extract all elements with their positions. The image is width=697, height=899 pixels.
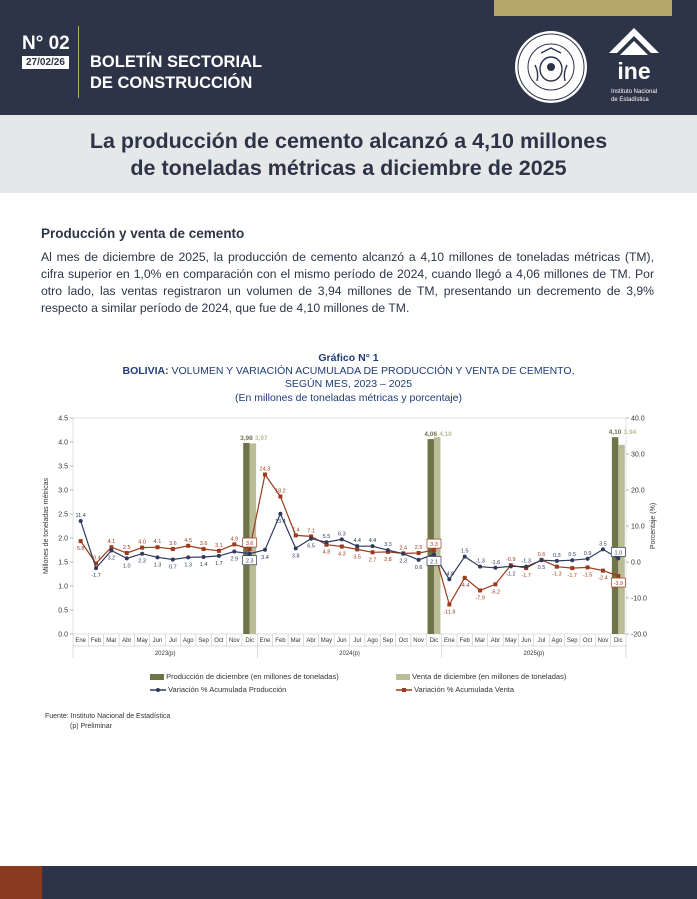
header-divider — [78, 26, 79, 98]
sales-variation-label: 3.6 — [245, 541, 254, 548]
sales-variation-point — [570, 566, 574, 570]
sales-variation-point — [232, 542, 236, 546]
left-axis-tick-label: 3.5 — [58, 463, 68, 471]
left-axis-tick-label: 4.0 — [58, 439, 68, 447]
production-variation-label: 1.0 — [614, 550, 623, 557]
sales-variation-point — [493, 582, 497, 586]
month-label: Oct — [398, 638, 408, 644]
bar-sales-label: 3,94 — [623, 429, 637, 437]
month-label: Abr — [306, 638, 316, 644]
production-variation-point — [155, 555, 159, 559]
production-variation-label: 1.7 — [215, 560, 223, 567]
headline-line2: de toneladas métricas a diciembre de 2025 — [130, 156, 567, 180]
sales-variation-label: -1.3 — [552, 571, 562, 578]
month-label: Jul — [169, 638, 177, 644]
sales-variation-label: -1.7 — [567, 573, 577, 580]
month-label: May — [505, 638, 517, 644]
legend-line-sales-swatch — [396, 687, 412, 693]
production-variation-point — [171, 557, 175, 561]
chart-source — [45, 712, 170, 732]
production-variation-point — [601, 547, 605, 551]
sales-variation-point — [94, 561, 98, 565]
legend-bar-sales-swatch — [396, 674, 410, 680]
year-label: 2024(p) — [339, 651, 360, 657]
left-axis-tick-label: 1.5 — [58, 559, 68, 567]
right-axis-tick-label: -20.0 — [631, 631, 647, 639]
right-axis-tick-label: 10.0 — [631, 523, 645, 531]
sales-variation-label: 2.5 — [122, 545, 131, 551]
chart-number: Gráfico N° 1 — [318, 352, 379, 364]
production-variation-point — [586, 557, 590, 561]
production-variation-point — [278, 512, 282, 516]
production-variation-point — [386, 548, 390, 552]
production-variation-point — [493, 566, 497, 570]
left-axis-tick-label: 2.5 — [58, 511, 68, 519]
ine-logo — [608, 27, 660, 107]
production-variation-label: 6.3 — [337, 531, 346, 538]
month-label: Mar — [290, 638, 301, 644]
month-label: Ene — [75, 638, 87, 644]
production-variation-point — [478, 565, 482, 569]
headline-line1: La producción de cemento alcanzó a 4,10 millones — [89, 129, 608, 153]
month-label: Mar — [474, 638, 486, 644]
month-label: Nov — [228, 638, 240, 644]
production-variation-label: 0.3 — [553, 552, 561, 559]
sales-variation-point — [616, 574, 620, 578]
month-label: Dic — [613, 638, 623, 644]
sales-variation-label: 3.6 — [169, 541, 177, 548]
production-variation-point — [463, 555, 467, 559]
production-variation-label: 2.9 — [230, 556, 239, 563]
month-label: May — [136, 638, 148, 644]
sales-variation-label: 4.3 — [337, 551, 346, 558]
chart-title-line3: SEGÚN MES, 2023 – 2025 — [284, 378, 413, 390]
sales-variation-label: -2.4 — [598, 575, 608, 582]
right-axis-tick-label: -10.0 — [631, 595, 647, 603]
month-label: Ene — [444, 638, 455, 644]
bar-production-december — [428, 439, 434, 634]
production-variation-label: 1.5 — [460, 548, 469, 555]
production-variation-label: 1.4 — [199, 561, 208, 568]
ine-logo-text: ine — [617, 58, 651, 84]
production-variation-label: 1.3 — [153, 562, 162, 569]
month-label: Feb — [275, 638, 286, 644]
month-label: Ago — [367, 638, 378, 644]
sales-variation-point — [155, 545, 159, 549]
production-variation-label: 0.9 — [583, 550, 592, 557]
bar-sales-december — [618, 445, 624, 634]
production-variation-label: 1.0 — [122, 563, 131, 570]
sales-variation-label: -1.5 — [582, 572, 593, 579]
presidency-seal-icon — [513, 29, 589, 105]
production-variation-label: 0.7 — [169, 564, 177, 571]
sales-variation-point — [447, 602, 451, 606]
sales-variation-label: 4.9 — [230, 536, 239, 543]
right-axis-tick-label: 40.0 — [631, 415, 645, 423]
production-variation-label: -1.2 — [506, 571, 516, 578]
production-variation-point — [401, 552, 405, 556]
bar-sales-label: 4,10 — [439, 431, 452, 439]
month-label: Sep — [382, 638, 394, 644]
sales-variation-point — [278, 494, 282, 498]
production-variation-point — [248, 552, 252, 556]
month-label: Jul — [537, 638, 546, 644]
bar-production-december — [612, 437, 618, 634]
sales-variation-label: -3.9 — [613, 581, 624, 588]
sales-variation-label: 2.8 — [384, 556, 392, 563]
sales-variation-label: 4.0 — [138, 539, 146, 546]
month-label: Feb — [90, 638, 102, 644]
production-variation-point — [371, 544, 375, 548]
section-title: Producción y venta de cemento — [41, 226, 245, 241]
production-variation-label: 2.3 — [245, 558, 254, 565]
production-variation-label: 3.4 — [261, 554, 269, 561]
sales-variation-point — [79, 539, 83, 543]
production-variation-point — [309, 537, 313, 541]
production-variation-point — [232, 550, 236, 554]
month-label: Jul — [353, 638, 362, 644]
legend-bar-sales — [396, 672, 566, 681]
production-variation-label: -1.3 — [475, 558, 485, 565]
production-variation-point — [447, 577, 451, 581]
production-variation-point — [524, 565, 528, 569]
month-label: Dic — [245, 638, 254, 644]
sales-variation-label: -7.9 — [475, 595, 485, 602]
production-variation-label: 13.4 — [275, 518, 286, 525]
sales-variation-label: 24.3 — [259, 466, 271, 473]
production-variation-label: 5.5 — [322, 534, 331, 541]
production-variation-label: 2.1 — [430, 559, 438, 566]
bulletin-number: N° 02 — [22, 33, 70, 54]
production-variation-label: 0.6 — [414, 564, 423, 571]
month-label: Ago — [551, 638, 563, 644]
production-variation-label: 2.3 — [399, 558, 408, 565]
bar-production-label: 3,98 — [240, 434, 253, 442]
month-label: Abr — [122, 638, 132, 644]
chart-title-line4: (En millones de toneladas métricas y porcentaje) — [234, 392, 463, 404]
sales-variation-label: 7.4 — [291, 527, 300, 534]
footer-accent — [0, 866, 42, 899]
month-label: Ene — [259, 638, 271, 644]
production-variation-label: 0.5 — [568, 552, 577, 559]
left-axis-tick-label: 3.0 — [58, 487, 68, 495]
sales-variation-label: 0.6 — [537, 551, 546, 558]
sales-variation-label: 3.5 — [353, 554, 362, 561]
production-variation-label: 3.8 — [291, 553, 300, 560]
footer-bar — [0, 866, 697, 899]
production-variation-label: 1.3 — [184, 562, 193, 569]
production-variation-label: 3.2 — [107, 555, 116, 562]
month-label: May — [320, 638, 333, 644]
left-axis-tick-label: 4.5 — [58, 415, 68, 423]
left-axis-tick-label: 0.0 — [58, 631, 68, 639]
sales-variation-point — [371, 550, 375, 554]
body-paragraph: Al mes de diciembre de 2025, la producción de cemento alcanzó a 4,10 millones de toneladas métricas (TM), cifra superior en 1,0% en comparación con el mismo período de 2024, cuando llegó a 4,06 millones de TM. Por otro lado, las ventas registraron un volumen de 3,94 millones de TM, presentando un decremento de 3,9% respecto a similar período de 2024, que fue de 4,10 millones de TM. — [41, 250, 654, 315]
sales-variation-label: 2.4 — [399, 545, 408, 552]
production-variation-point — [355, 544, 359, 548]
production-variation-label: -4.8 — [444, 571, 455, 578]
sales-variation-point — [140, 546, 144, 550]
production-variation-point — [263, 548, 267, 552]
sales-variation-point — [171, 547, 175, 551]
legend-line-production — [150, 685, 286, 694]
production-variation-label: 4.4 — [353, 538, 362, 545]
month-label: Abr — [490, 638, 501, 644]
sales-variation-label: 4.8 — [322, 549, 331, 556]
production-variation-point — [109, 548, 113, 552]
sales-variation-point — [555, 565, 559, 569]
right-axis-tick-label: 0.0 — [631, 559, 641, 567]
sales-variation-label: 3.3 — [430, 542, 438, 549]
sales-variation-label: -11.8 — [443, 609, 456, 616]
ine-logo-sub2: de Estadística — [611, 97, 649, 103]
sales-variation-point — [340, 545, 344, 549]
bar-production-label: 4,10 — [608, 429, 622, 437]
left-axis-tick-label: 2.0 — [58, 535, 68, 543]
bar-production-label: 4,06 — [424, 431, 438, 439]
left-axis-title: Millones de toneladas métricas — [43, 477, 50, 575]
legend-line-sales-label: Variación % Acumulada Venta — [414, 685, 515, 694]
production-variation-label: 0.5 — [537, 565, 546, 572]
sales-variation-label: 4.1 — [107, 539, 116, 546]
month-label: Feb — [459, 638, 470, 644]
sales-variation-point — [202, 547, 206, 551]
production-variation-label: 3.3 — [384, 542, 392, 549]
sales-variation-label: -4.4 — [459, 582, 470, 589]
sales-variation-point — [463, 576, 467, 580]
legend-bar-production-label: Producción de diciembre (en millones de toneladas) — [166, 672, 339, 681]
sales-variation-label: 3.1 — [215, 542, 223, 549]
bulletin-title-line1: BOLETÍN SECTORIAL — [90, 53, 263, 71]
bulletin-title — [90, 52, 262, 94]
legend-line-production-label: Variación % Acumulada Producción — [168, 685, 287, 694]
legend-bar-production-swatch — [150, 674, 164, 680]
month-label: Jun — [152, 638, 163, 644]
sales-variation-label: 4.1 — [153, 539, 162, 546]
year-label: 2025(p) — [523, 651, 545, 657]
month-label: Nov — [413, 638, 424, 644]
ine-logo-sub1: Instituto Nacional — [611, 89, 658, 95]
sales-variation-label: -0.9 — [506, 557, 516, 564]
month-label: Oct — [214, 638, 224, 644]
sales-variation-point — [478, 588, 482, 592]
chart-title-country: BOLIVIA: — [122, 365, 169, 377]
sales-variation-label: 2.5 — [414, 545, 423, 551]
production-variation-label: 6.5 — [307, 543, 315, 550]
sales-variation-point — [586, 565, 590, 569]
month-label: Jun — [336, 638, 347, 644]
sales-variation-point — [125, 551, 129, 555]
month-label: Sep — [198, 638, 209, 644]
production-variation-label: 11.4 — [75, 512, 86, 519]
sales-variation-label: -0.4 — [91, 555, 101, 562]
sales-variation-label: 4.5 — [184, 537, 193, 544]
sales-variation-label: 3.6 — [199, 541, 208, 548]
sales-variation-label: 18.2 — [275, 488, 286, 495]
legend-line-production-swatch — [150, 687, 166, 693]
right-axis-tick-label: 20.0 — [631, 487, 645, 495]
bar-sales-label: 3,97 — [254, 434, 268, 442]
sales-variation-point — [217, 549, 221, 553]
sales-variation-point — [417, 551, 421, 555]
production-variation-point — [140, 552, 144, 556]
right-axis-tick-label: 30.0 — [631, 451, 645, 459]
sales-variation-label: 2.7 — [368, 557, 377, 564]
production-variation-point — [202, 555, 206, 559]
production-variation-point — [79, 519, 83, 523]
legend-bar-production — [150, 672, 339, 681]
sales-variation-point — [248, 547, 252, 551]
legend-bar-sales-label: Venta de diciembre (en millones de toneladas) — [412, 672, 567, 681]
source-line1: Fuente: Instituto Nacional de Estadística — [45, 713, 171, 720]
month-label: Ago — [182, 638, 194, 644]
production-variation-point — [217, 554, 221, 558]
month-label: Dic — [429, 638, 439, 644]
production-variation-label: -1.3 — [521, 558, 531, 565]
month-label: Mar — [106, 638, 117, 644]
production-variation-point — [509, 564, 513, 568]
year-label: 2023(p) — [154, 651, 176, 657]
header-accent-bar — [494, 0, 672, 16]
production-variation-point — [94, 566, 98, 570]
production-variation-label: 3.5 — [599, 541, 607, 548]
production-variation-point — [324, 540, 328, 544]
chart-plot — [30, 410, 670, 670]
sales-variation-label: 7.1 — [307, 528, 315, 535]
right-axis-title: Porcentaje (%) — [650, 502, 657, 550]
production-variation-label: -1.7 — [91, 573, 101, 580]
headline — [40, 128, 657, 182]
production-variation-label: 4.4 — [368, 538, 377, 545]
month-label: Jun — [521, 638, 531, 644]
sales-variation-label: 5.8 — [76, 546, 85, 553]
production-variation-point — [186, 555, 190, 559]
production-variation-point — [616, 556, 620, 560]
left-axis-tick-label: 1.0 — [58, 583, 68, 591]
sales-variation-point — [294, 533, 298, 537]
month-label: Oct — [582, 638, 593, 644]
sales-variation-point — [601, 569, 605, 573]
production-variation-point — [125, 556, 129, 560]
production-variation-point — [340, 537, 344, 541]
bulletin-title-line2: DE CONSTRUCCIÓN — [90, 74, 253, 92]
source-line2: (p) Preliminar — [70, 723, 113, 730]
production-variation-point — [417, 558, 421, 562]
production-variation-point — [540, 558, 544, 562]
production-variation-label: 2.3 — [138, 558, 146, 565]
sales-variation-point — [186, 544, 190, 548]
plot-frame — [73, 418, 626, 634]
production-variation-point — [294, 546, 298, 550]
month-label: Sep — [566, 638, 578, 644]
sales-variation-label: -1.7 — [521, 573, 531, 580]
legend-line-sales — [396, 685, 514, 694]
bar-sales-december — [434, 437, 440, 634]
production-variation-point — [432, 552, 436, 556]
month-label: Nov — [597, 638, 609, 644]
left-axis-tick-label: 0.5 — [58, 607, 68, 615]
production-variation-label: -1.6 — [490, 559, 501, 566]
production-variation-point — [570, 558, 574, 562]
bulletin-date: 27/02/26 — [22, 56, 69, 69]
chart-title-line2 — [50, 365, 647, 378]
sales-variation-point — [432, 548, 436, 552]
chart-title-desc: VOLUMEN Y VARIACIÓN ACUMULADA DE PRODUCCIÓN Y VENTA DE CEMENTO, — [168, 365, 575, 377]
production-variation-point — [555, 559, 559, 563]
sales-variation-point — [263, 473, 267, 477]
sales-variation-line — [81, 475, 619, 605]
sales-variation-label: -6.2 — [490, 589, 501, 596]
